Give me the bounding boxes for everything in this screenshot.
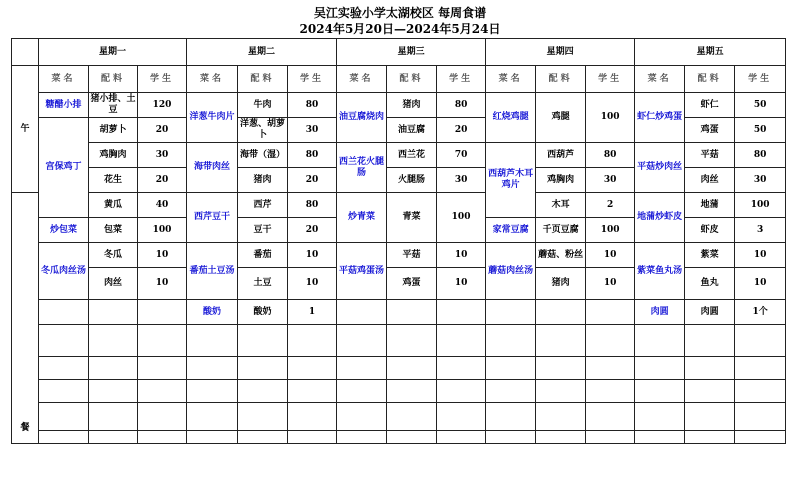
- ingredient: 肉丝: [685, 168, 735, 193]
- ingredient: 豆干: [238, 218, 288, 243]
- dish-name: 糖醋小排: [39, 93, 89, 118]
- student-qty: 3: [735, 218, 786, 243]
- page-title: 吴江实验小学太湖校区 每周食谱: [313, 6, 487, 20]
- ingredient: 蘑菇、粉丝: [536, 243, 586, 268]
- ingredient: 鸡腿: [536, 93, 586, 143]
- ingredient: 猪肉: [238, 168, 288, 193]
- dish-name: 肉圆: [635, 300, 685, 325]
- student-qty: 10: [288, 243, 337, 268]
- ingredient: 平菇: [387, 243, 437, 268]
- ingredient: 火腿肠: [387, 168, 437, 193]
- dish-name: 油豆腐烧肉: [337, 93, 387, 143]
- student-qty: 30: [586, 168, 635, 193]
- day-header-wed: 星期三: [337, 39, 486, 66]
- col-header-student: 学生: [586, 66, 635, 93]
- student-qty: [437, 300, 486, 325]
- student-qty: 10: [437, 243, 486, 268]
- weekly-menu-table: [11, 38, 786, 444]
- student-qty: 100: [735, 193, 786, 218]
- student-qty: 80: [735, 143, 786, 168]
- dish-name: 蘑菇肉丝汤: [486, 243, 536, 300]
- ingredient: 花生: [89, 168, 138, 193]
- student-qty: 20: [437, 118, 486, 143]
- ingredient: 平菇: [685, 143, 735, 168]
- section-label-bottom: 餐: [12, 193, 39, 444]
- ingredient: 西兰花: [387, 143, 437, 168]
- dish-name: 番茄土豆汤: [187, 243, 238, 300]
- dish-name: 洋葱牛肉片: [187, 93, 238, 143]
- ingredient: 牛肉: [238, 93, 288, 118]
- student-qty: 10: [288, 268, 337, 300]
- dish-name: 地蒲炒虾皮: [635, 193, 685, 243]
- student-qty: 120: [138, 93, 187, 118]
- ingredient: 地蒲: [685, 193, 735, 218]
- ingredient: 土豆: [238, 268, 288, 300]
- student-qty: 20: [288, 168, 337, 193]
- ingredient: 紫菜: [685, 243, 735, 268]
- dish-name: 冬瓜肉丝汤: [39, 243, 89, 300]
- student-qty: 100: [437, 193, 486, 243]
- student-qty: 100: [586, 93, 635, 143]
- col-header-student: 学生: [288, 66, 337, 93]
- ingredient: 千页豆腐: [536, 218, 586, 243]
- student-qty: 80: [586, 143, 635, 168]
- student-qty: 50: [735, 118, 786, 143]
- dish-name: 家常豆腐: [486, 218, 536, 243]
- ingredient: 猪小排、土豆: [89, 93, 138, 118]
- student-qty: 20: [288, 218, 337, 243]
- col-header-ingredient: 配料: [536, 66, 586, 93]
- ingredient: 虾皮: [685, 218, 735, 243]
- dish-name: 酸奶: [187, 300, 238, 325]
- dish-name: 虾仁炒鸡蛋: [635, 93, 685, 143]
- col-header-dish: 菜名: [187, 66, 238, 93]
- col-header-student: 学生: [735, 66, 786, 93]
- ingredient: 肉圆: [685, 300, 735, 325]
- student-qty: 10: [138, 268, 187, 300]
- dish-name: 平菇炒肉丝: [635, 143, 685, 193]
- ingredient: 洋葱、胡萝卜: [238, 118, 288, 143]
- student-qty: 50: [735, 93, 786, 118]
- ingredient: 番茄: [238, 243, 288, 268]
- student-qty: 10: [735, 243, 786, 268]
- student-qty: 80: [288, 143, 337, 168]
- student-qty: 10: [586, 268, 635, 300]
- student-qty: 30: [437, 168, 486, 193]
- day-header-mon: 星期一: [39, 39, 187, 66]
- student-qty: 40: [138, 193, 187, 218]
- dish-name: 西芹豆干: [187, 193, 238, 243]
- ingredient: 虾仁: [685, 93, 735, 118]
- student-qty: 70: [437, 143, 486, 168]
- ingredient: [536, 300, 586, 325]
- dish-name: 红烧鸡腿: [486, 93, 536, 143]
- col-header-dish: 菜名: [635, 66, 685, 93]
- col-header-ingredient: 配料: [387, 66, 437, 93]
- day-header-thu: 星期四: [486, 39, 635, 66]
- ingredient: 青菜: [387, 193, 437, 243]
- day-header-tue: 星期二: [187, 39, 337, 66]
- dish-name: 炒青菜: [337, 193, 387, 243]
- student-qty: 80: [288, 193, 337, 218]
- student-qty: 10: [586, 243, 635, 268]
- ingredient: 鱼丸: [685, 268, 735, 300]
- ingredient: 西葫芦: [536, 143, 586, 168]
- ingredient: 酸奶: [238, 300, 288, 325]
- ingredient: 鸡蛋: [387, 268, 437, 300]
- col-header-dish: 菜名: [337, 66, 387, 93]
- student-qty: 20: [138, 118, 187, 143]
- col-header-ingredient: 配料: [238, 66, 288, 93]
- empty-row: [12, 380, 786, 403]
- empty-row: [12, 325, 786, 357]
- dish-name: [337, 300, 387, 325]
- student-qty: [586, 300, 635, 325]
- col-header-student: 学生: [138, 66, 187, 93]
- ingredient: 鸡蛋: [685, 118, 735, 143]
- ingredient: 鸡胸肉: [89, 143, 138, 168]
- dish-name: 西葫芦木耳鸡片: [486, 143, 536, 218]
- day-header-fri: 星期五: [635, 39, 786, 66]
- ingredient: 肉丝: [89, 268, 138, 300]
- dish-name: 平菇鸡蛋汤: [337, 243, 387, 300]
- col-header-ingredient: 配料: [89, 66, 138, 93]
- empty-row: [12, 431, 786, 444]
- ingredient: 木耳: [536, 193, 586, 218]
- dish-name: 西兰花火腿肠: [337, 143, 387, 193]
- student-qty: 20: [138, 168, 187, 193]
- empty-row: [12, 403, 786, 431]
- ingredient: 鸡胸肉: [536, 168, 586, 193]
- student-qty: 80: [288, 93, 337, 118]
- ingredient: 西芹: [238, 193, 288, 218]
- col-header-dish: 菜名: [486, 66, 536, 93]
- ingredient: 油豆腐: [387, 118, 437, 143]
- dish-name: [486, 300, 536, 325]
- student-qty: 1个: [735, 300, 786, 325]
- dish-name: 海带肉丝: [187, 143, 238, 193]
- section-label-top: 午: [12, 66, 39, 193]
- student-qty: 10: [437, 268, 486, 300]
- date-range: 2024年5月20日—2024年5月24日: [299, 22, 501, 36]
- ingredient: 猪肉: [536, 268, 586, 300]
- student-qty: 10: [138, 243, 187, 268]
- col-header-dish: 菜名: [39, 66, 89, 93]
- col-header-student: 学生: [437, 66, 486, 93]
- ingredient: 包菜: [89, 218, 138, 243]
- student-qty: 100: [138, 218, 187, 243]
- dish-name: [39, 300, 89, 325]
- ingredient: 胡萝卜: [89, 118, 138, 143]
- student-qty: 2: [586, 193, 635, 218]
- corner-cell: [12, 39, 39, 66]
- col-header-ingredient: 配料: [685, 66, 735, 93]
- ingredient: 黄瓜: [89, 193, 138, 218]
- student-qty: 10: [735, 268, 786, 300]
- student-qty: 80: [437, 93, 486, 118]
- ingredient: 海带（湿）: [238, 143, 288, 168]
- student-qty: 100: [586, 218, 635, 243]
- dish-name: 宫保鸡丁: [39, 118, 89, 218]
- empty-row: [12, 357, 786, 380]
- dish-name: 炒包菜: [39, 218, 89, 243]
- ingredient: [387, 300, 437, 325]
- ingredient: [89, 300, 138, 325]
- student-qty: [138, 300, 187, 325]
- student-qty: 1: [288, 300, 337, 325]
- dish-name: 紫菜鱼丸汤: [635, 243, 685, 300]
- ingredient: 猪肉: [387, 93, 437, 118]
- student-qty: 30: [288, 118, 337, 143]
- student-qty: 30: [735, 168, 786, 193]
- ingredient: 冬瓜: [89, 243, 138, 268]
- student-qty: 30: [138, 143, 187, 168]
